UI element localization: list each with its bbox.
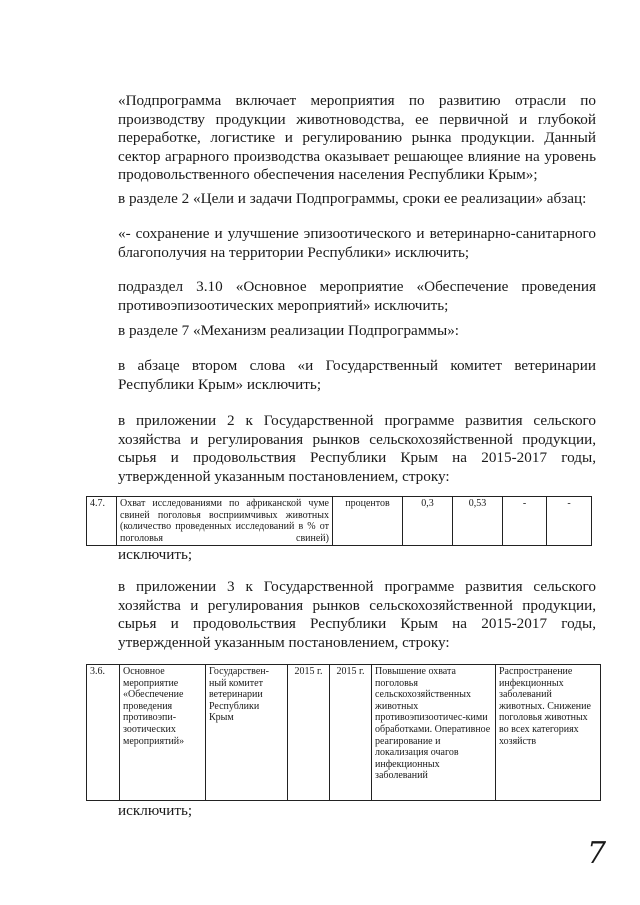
paragraph-text: «Подпрограмма включает мероприятия по развитию отрасли по производству продукции животноводства, ее первичной и глубокой переработке, логистике и регулированию рынка продукции. Данный сектор аграрного производства оказывает решающее влияние на уровень продовольственного обеспечения населения Республики Крым»; — [118, 92, 596, 183]
paragraph-section-7 — [118, 322, 596, 341]
paragraph-subprogram-quote — [118, 92, 596, 185]
paragraph-text: «- сохранение и улучшение эпизоотического и ветеринарно-санитарного благополучия на территории Республики» исключить; — [118, 225, 596, 261]
consequence-cell: Распространение инфекционных заболеваний животных. Снижение поголовья животных во всех категориях хозяйств — [496, 665, 601, 801]
value-cell: 0,53 — [453, 497, 503, 546]
paragraph-epizootic-quote — [118, 225, 596, 262]
row-number: 3.6. — [87, 665, 120, 801]
paragraph-text: в разделе 7 «Механизм реализации Подпрограммы»: — [118, 322, 460, 339]
page-number: 7 — [587, 836, 607, 871]
executor-cell: Государствен-ный комитет ветеринарии Республики Крым — [206, 665, 288, 801]
value-cell: - — [547, 497, 592, 546]
paragraph-text: в абзаце втором слова «и Государственный комитет ветеринарии Республики Крым» исключить; — [118, 357, 596, 393]
paragraph-subsection-3-10 — [118, 278, 596, 315]
appendix-3-row-table — [86, 664, 601, 801]
appendix-2-row-table — [86, 496, 592, 546]
paragraph-appendix-3 — [118, 578, 596, 652]
value-cell: 0,3 — [403, 497, 453, 546]
paragraph-text: в приложении 2 к Государственной программе развития сельского хозяйства и регулирования рынков сельскохозяйственной продукции, сырья и продовольствия Республики Крым на 2015-2017 годы, утвержденной указанным постановлением, строку: — [118, 412, 596, 485]
unit-cell: процентов — [333, 497, 403, 546]
expected-result-cell: Повышение охвата поголовья сельскохозяйственных животных противоэпизоотичес-кими обработками. Оперативное реагирование и локализация очагов инфекционных заболеваний — [372, 665, 496, 801]
value-cell: - — [503, 497, 547, 546]
paragraph-exclude-1 — [118, 546, 596, 565]
end-year-cell: 2015 г. — [330, 665, 372, 801]
paragraph-text: подраздел 3.10 «Основное мероприятие «Обеспечение проведения противоэпизоотических мероприятий» исключить; — [118, 278, 596, 314]
paragraph-text: в приложении 3 к Государственной программе развития сельского хозяйства и регулирования рынков сельскохозяйственной продукции, сырья и продовольствия Республики Крым на 2015-2017 годы, утвержденной указанным постановлением, строку: — [118, 578, 596, 651]
paragraph-section-2 — [118, 190, 596, 209]
paragraph-exclude-2 — [118, 802, 596, 821]
table-row — [87, 665, 601, 801]
paragraph-text: исключить; — [118, 546, 193, 563]
paragraph-text: исключить; — [118, 802, 193, 819]
paragraph-appendix-2 — [118, 412, 596, 486]
paragraph-text: в разделе 2 «Цели и задачи Подпрограммы, сроки ее реализации» абзац: — [118, 190, 587, 207]
start-year-cell: 2015 г. — [288, 665, 330, 801]
indicator-name: Охват исследованиями по африканской чуме свиней поголовья восприимчивых животных (количество проведенных исследований в % от поголовья свиней) — [117, 497, 333, 546]
activity-name: Основное мероприятие «Обеспечение проведения противоэпи-зоотических мероприятий» — [120, 665, 206, 801]
row-number: 4.7. — [87, 497, 117, 546]
table-row — [87, 497, 592, 546]
paragraph-second-abzac — [118, 357, 596, 394]
